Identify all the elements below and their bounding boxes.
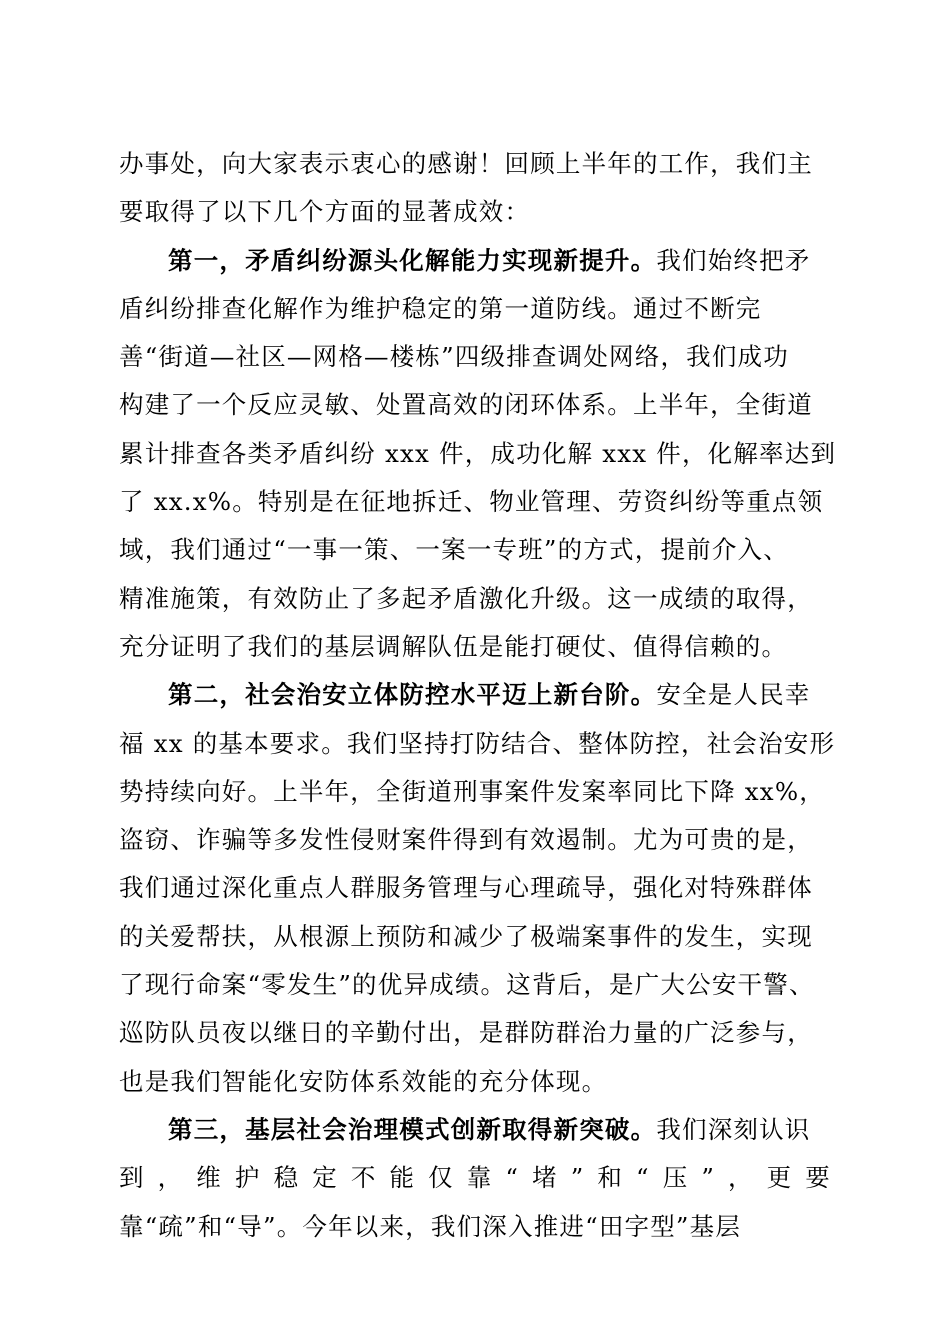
spread-char: “ (636, 1163, 650, 1193)
spread-char: ， (728, 1163, 754, 1193)
spread-char: ” (701, 1163, 716, 1193)
spread-char: “ (505, 1163, 520, 1193)
spread-char: 不 (350, 1163, 377, 1193)
section-one-first-line (119, 237, 831, 285)
paragraph-text: 我们深刻认识 (656, 1114, 811, 1144)
section-two-heading: 第二，社会治安立体防控水平迈上新台阶。 (168, 680, 657, 710)
paragraph-line: 了现行命案“零发生”的优异成绩。这背后，是广大公安干警、 (119, 970, 815, 1000)
paragraph-line: 域，我们通过“一事一策、一案一专班”的方式，提前介入、 (119, 535, 789, 565)
paragraph-line-spread (119, 1154, 831, 1202)
spread-char: 压 (662, 1163, 689, 1193)
paragraph-line: 也是我们智能化安防体系效能的充分体现。 (119, 1066, 608, 1096)
paragraph-line: 盗窃、诈骗等多发性侵财案件得到有效遏制。尤为可贵的是， (119, 825, 813, 855)
spread-char: 更 (766, 1163, 793, 1193)
spread-char: 到 (119, 1163, 145, 1193)
paragraph-line: 办事处，向大家表示衷心的感谢！回顾上半年的工作，我们主 (119, 149, 813, 178)
spread-char: 和 (597, 1163, 624, 1193)
spread-char: 护 (234, 1163, 261, 1193)
paragraph-line: 精准施策，有效防止了多起矛盾激化升级。这一成绩的取得， (119, 583, 813, 613)
paragraph-line: 充分证明了我们的基层调解队伍是能打硬仗、值得信赖的。 (119, 631, 788, 661)
paragraph-text: 安全是人民幸 (656, 680, 811, 710)
paragraph-line: 巡防队员夜以继日的辛勤付出，是群防群治力量的广泛参与， (119, 1018, 813, 1048)
section-three-heading: 第三，基层社会治理模式创新取得新突破。 (168, 1114, 657, 1144)
spread-char: 能 (389, 1163, 416, 1193)
spread-char: 稳 (273, 1163, 300, 1193)
paragraph-text: 我们始终把矛 (656, 245, 811, 275)
paragraph-line: 善“街道—社区—网格—楼栋”四级排查调处网络，我们成功 (119, 342, 789, 372)
paragraph-line: 靠“疏”和“导”。今年以来，我们深入推进“田字型”基层 (119, 1211, 742, 1241)
paragraph-line: 我们通过深化重点人群服务管理与心理疏导，强化对特殊群体 (119, 873, 813, 903)
paragraph-line: 累计排查各类矛盾纠纷 xxx 件，成功化解 xxx 件，化解率达到 (119, 438, 837, 468)
section-one-heading: 第一，矛盾纠纷源头化解能力实现新提升。 (168, 245, 657, 275)
spread-char: 靠 (466, 1163, 493, 1193)
paragraph-line: 势持续向好。上半年，全街道刑事案件发案率同比下降 xx%， (119, 776, 825, 806)
spread-char: 维 (196, 1163, 222, 1193)
paragraph-line: 福 xx 的基本要求。我们坚持打防结合、整体防控，社会治安形 (119, 728, 836, 758)
paragraph-line: 了 xx.x%。特别是在征地拆迁、物业管理、劳资纠纷等重点领 (119, 487, 824, 517)
spread-char: 定 (312, 1163, 338, 1193)
paragraph-line: 的关爱帮扶，从根源上预防和减少了极端案事件的发生，实现 (119, 921, 813, 951)
spread-char: ， (157, 1163, 184, 1193)
paragraph-line: 盾纠纷排查化解作为维护稳定的第一道防线。通过不断完 (119, 293, 762, 323)
spread-char: 要 (805, 1163, 831, 1193)
paragraph-line: 要取得了以下几个方面的显著成效： (119, 197, 531, 227)
section-three-first-line (119, 1106, 831, 1154)
paragraph-line: 构建了一个反应灵敏、处置高效的闭环体系。上半年，全街道 (119, 390, 813, 420)
document-body (119, 140, 837, 1251)
spread-char: ” (570, 1163, 585, 1193)
section-two-first-line (119, 671, 831, 719)
spread-char: 堵 (532, 1163, 558, 1193)
spread-char: 仅 (428, 1163, 454, 1193)
